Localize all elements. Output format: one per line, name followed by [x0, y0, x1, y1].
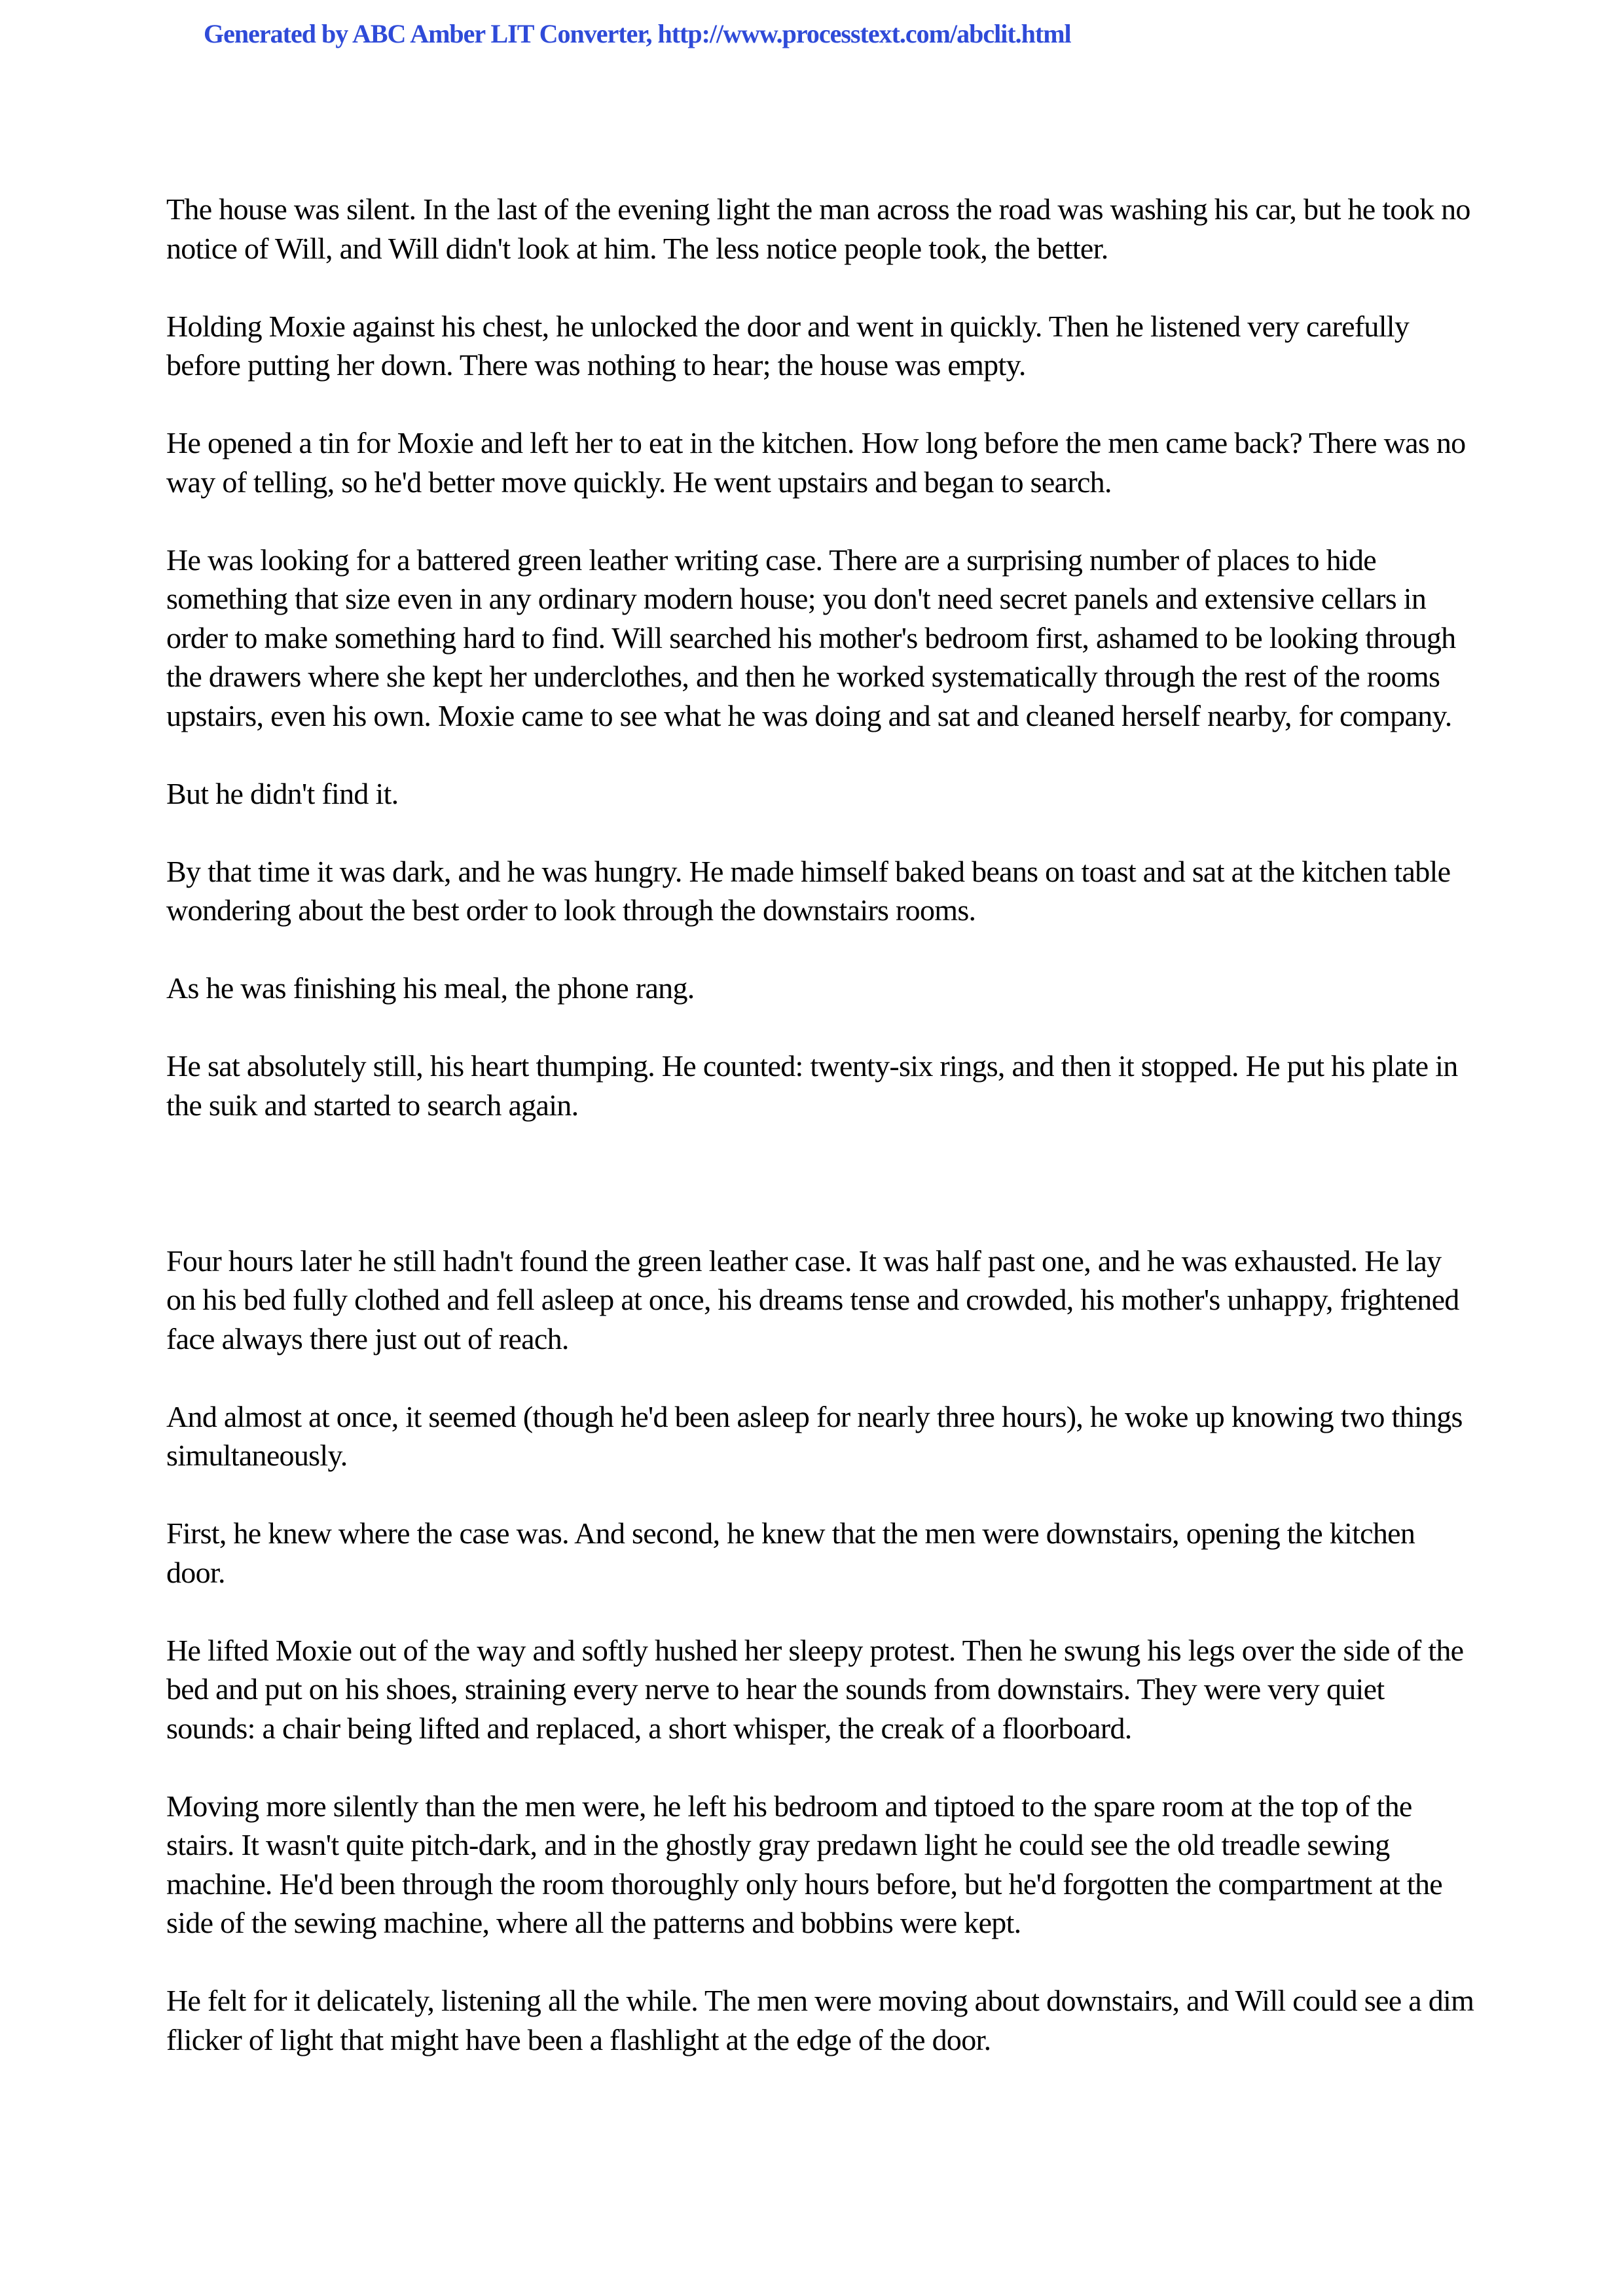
paragraph: Four hours later he still hadn't found the green leather case. It was half past one, and he was exhausted. He lay on his bed fully clothed and fell asleep at once, his dreams tense and crowded, his mother's unhappy, frightened face always there just out of reach.	[166, 1244, 1459, 1355]
paragraph: He opened a tin for Moxie and left her to eat in the kitchen. How long before the men came back? There was no way of telling, so he'd better move quickly. He went upstairs and began to search.	[166, 426, 1466, 499]
paragraph: By that time it was dark, and he was hungry. He made himself baked beans on toast and sat at the kitchen table wondering about the best order to look through the downstairs rooms.	[166, 854, 1451, 927]
section-break	[166, 1164, 1476, 1242]
paragraph: He felt for it delicately, listening all the while. The men were moving about downstairs, and Will could see a dim flicker of light that might have been a flashlight at the edge of the door.	[166, 1984, 1474, 2056]
paragraph: Moving more silently than the men were, he left his bedroom and tiptoed to the spare room at the top of the stairs. It wasn't quite pitch-dark, and in the ghostly gray predawn light he could see the old treadle sewing machine. He'd been through the room thoroughly only hours before, but he'd forgotten the compartment at the side of the sewing machine, where all the patterns and bobbins were kept.	[166, 1789, 1442, 1939]
paragraph: Holding Moxie against his chest, he unlocked the door and went in quickly. Then he listened very carefully before putting her down. There was nothing to hear; the house was empty.	[166, 309, 1410, 382]
paragraph: He sat absolutely still, his heart thumping. He counted: twenty-six rings, and then it stopped. He put his plate in the suik and started to search again.	[166, 1049, 1458, 1122]
paragraph: But he didn't find it.	[166, 776, 399, 810]
paragraph: He lifted Moxie out of the way and softly hushed her sleepy protest. Then he swung his legs over the side of the bed and put on his shoes, straining every nerve to hear the sounds from downstairs. They were very quiet sounds: a chair being lifted and replaced, a short whisper, the creak of a floorboard.	[166, 1633, 1464, 1745]
paragraph: He was looking for a battered green leather writing case. There are a surprising number of places to hide something that size even in any ordinary modern house; you don't need secret panels and extensive cellars in order to make something hard to find. Will searched his mother's bedroom first, ashamed to be looking through the drawers where she kept her underclothes, and then he worked systematically through the rest of the rooms upstairs, even his own. Moxie came to see what he was doing and sat and cleaned herself nearby, for company.	[166, 543, 1456, 732]
body-text	[166, 190, 1476, 2098]
paragraph: As he was finishing his meal, the phone rang.	[166, 971, 695, 1005]
paragraph: The house was silent. In the last of the evening light the man across the road was washing his car, but he took no notice of Will, and Will didn't look at him. The less notice people took, the better.	[166, 192, 1470, 265]
paragraph: And almost at once, it seemed (though he'd been asleep for nearly three hours), he woke up knowing two things simultaneously.	[166, 1399, 1463, 1472]
generator-header-link[interactable]: Generated by ABC Amber LIT Converter, http://www.processtext.com/abclit.html	[204, 19, 1071, 48]
paragraph: First, he knew where the case was. And second, he knew that the men were downstairs, opening the kitchen door.	[166, 1516, 1415, 1589]
